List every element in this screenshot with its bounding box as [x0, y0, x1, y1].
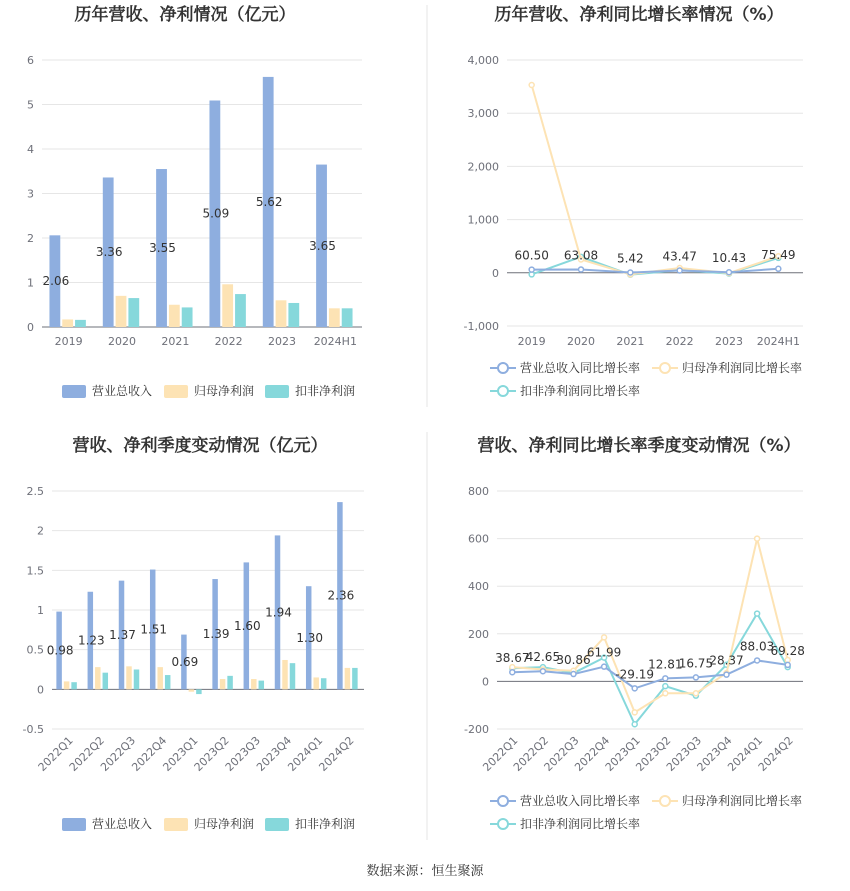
legend-item-1[interactable] — [62, 816, 152, 831]
y-tick-label: 800 — [468, 485, 489, 498]
y-tick-label: 0 — [492, 266, 499, 280]
bar-3-7 — [259, 681, 264, 690]
bar-data-label: 5.09 — [202, 206, 230, 221]
bar-2-6 — [329, 308, 340, 327]
y-tick-label: 600 — [468, 532, 489, 546]
point-3-6 — [663, 684, 668, 689]
bar-2-5 — [276, 300, 287, 327]
legend-swatch — [265, 385, 289, 398]
bar-3-3 — [182, 307, 193, 327]
legend-marker — [498, 386, 508, 396]
x-tick-label: 2023 — [715, 334, 743, 348]
point-data-label: 69.28 — [770, 643, 805, 658]
y-tick-label: 0.5 — [26, 643, 44, 657]
bar-3-2 — [103, 673, 108, 690]
legend-item-3[interactable] — [490, 816, 640, 831]
bar-2-2 — [95, 667, 100, 689]
legend-item-1[interactable] — [490, 360, 640, 375]
y-tick-label: 3 — [27, 187, 34, 201]
legend-label: 扣非净利润 — [295, 384, 356, 398]
bar-2-7 — [251, 679, 256, 689]
point-data-label: 5.42 — [616, 251, 644, 266]
point-data-label: 63.08 — [563, 248, 599, 263]
bar-data-label: 1.60 — [233, 618, 261, 633]
point-1-5 — [727, 270, 732, 275]
legend-marker — [660, 363, 670, 373]
x-tick-label: 2023Q2 — [191, 733, 232, 774]
bar-3-6 — [342, 308, 353, 327]
point-1-4 — [677, 268, 682, 273]
bar-data-label: 1.94 — [265, 605, 292, 620]
y-tick-label: 400 — [468, 580, 489, 594]
point-data-label: 12.81 — [648, 657, 683, 672]
legend-item-2[interactable] — [652, 360, 802, 375]
legend-swatch — [164, 385, 188, 398]
bar-2-1 — [62, 319, 73, 327]
x-tick-label: 2021 — [161, 335, 190, 348]
bar-data-label: 0.98 — [46, 643, 74, 658]
x-tick-label: 2022Q1 — [480, 733, 521, 774]
point-1-7 — [693, 675, 698, 680]
point-1-6 — [663, 676, 668, 681]
legend-item-2[interactable] — [164, 816, 254, 831]
x-tick-label: 2023Q3 — [663, 733, 705, 774]
y-tick-label: 6 — [27, 54, 34, 67]
chart-3 — [23, 435, 364, 831]
point-2-7 — [693, 691, 698, 696]
bar-2-8 — [282, 660, 287, 689]
bar-3-6 — [227, 676, 232, 689]
legend-label: 扣非净利润同比增长率 — [520, 817, 641, 831]
bar-data-label: 5.62 — [255, 194, 283, 209]
legend-label: 营业总收入同比增长率 — [520, 361, 641, 375]
point-1-5 — [632, 686, 637, 691]
legend-item-3[interactable] — [265, 383, 355, 398]
point-2-1 — [529, 83, 534, 88]
legend-label: 营业总收入 — [92, 384, 153, 398]
bar-data-label: 2.06 — [42, 274, 70, 289]
point-data-label: 88.03 — [739, 639, 775, 654]
point-1-1 — [529, 267, 534, 272]
point-1-2 — [579, 267, 584, 272]
point-1-3 — [628, 270, 633, 275]
bar-data-label: 1.23 — [77, 633, 105, 648]
bar-data-label: 1.39 — [202, 627, 230, 642]
point-1-8 — [724, 672, 729, 677]
y-tick-label: 4,000 — [467, 54, 499, 67]
x-tick-label: 2023Q3 — [222, 733, 263, 774]
y-tick-label: 2 — [37, 524, 44, 538]
y-tick-label: -0.5 — [22, 723, 44, 736]
y-tick-label: 5 — [27, 98, 34, 112]
point-1-6 — [776, 266, 781, 271]
y-tick-label: 2,000 — [467, 160, 499, 174]
chart-title: 历年营收、净利同比增长率情况（%） — [494, 5, 784, 25]
point-1-9 — [755, 658, 760, 663]
legend-swatch — [62, 818, 86, 831]
chart-title: 营收、净利季度变动情况（亿元） — [72, 436, 328, 456]
y-tick-label: 2 — [27, 232, 34, 245]
y-tick-label: 2.5 — [26, 485, 44, 498]
x-tick-label: 2023Q2 — [633, 733, 674, 774]
y-tick-label: 0 — [37, 683, 44, 697]
bar-data-label: 0.69 — [171, 654, 199, 669]
bar-data-label: 2.36 — [327, 588, 355, 603]
bar-2-5 — [189, 689, 194, 691]
chart-title: 营收、净利同比增长率季度变动情况（%） — [477, 436, 801, 456]
y-tick-label: 3,000 — [467, 107, 499, 121]
legend-item-3[interactable] — [265, 816, 355, 831]
bar-3-4 — [165, 675, 170, 689]
chart-2 — [464, 4, 803, 398]
legend-label: 营业总收入同比增长率 — [520, 794, 641, 808]
legend-item-1[interactable] — [62, 383, 152, 398]
bar-2-4 — [222, 284, 233, 327]
y-tick-label: 0 — [27, 321, 34, 334]
bar-3-2 — [128, 298, 139, 327]
bar-3-1 — [71, 682, 76, 689]
bar-2-10 — [345, 668, 350, 689]
legend-label: 归母净利润同比增长率 — [682, 361, 803, 375]
point-data-label: 30.86 — [556, 653, 591, 668]
x-tick-label: 2024H1 — [756, 334, 800, 348]
legend-item-3[interactable] — [490, 383, 640, 398]
bar-data-label: 1.51 — [140, 622, 168, 637]
bar-2-4 — [157, 667, 162, 689]
point-2-9 — [755, 536, 760, 541]
legend-marker — [498, 819, 508, 829]
point-data-label: 42.65 — [525, 650, 561, 665]
legend-swatch — [164, 818, 188, 831]
legend-label: 归母净利润 — [194, 384, 255, 398]
point-3-9 — [755, 611, 760, 616]
point-data-label: 43.47 — [662, 249, 697, 264]
bar-2-1 — [64, 681, 69, 689]
x-tick-label: 2020 — [108, 335, 136, 348]
x-tick-label: 2023Q4 — [254, 733, 295, 774]
bar-data-label: 1.30 — [296, 630, 324, 645]
chart-1 — [27, 4, 362, 398]
point-1-10 — [785, 662, 790, 667]
x-tick-label: 2021 — [616, 334, 645, 348]
x-tick-label: 2022Q3 — [541, 733, 582, 774]
point-data-label: 16.75 — [678, 656, 714, 671]
point-data-label: -29.19 — [615, 667, 655, 682]
bar-2-6 — [220, 679, 225, 689]
x-tick-label: 2019 — [54, 335, 83, 348]
bar-3-5 — [196, 689, 201, 694]
x-tick-label: 2020 — [567, 334, 595, 348]
legend-swatch — [265, 818, 289, 831]
point-3-5 — [632, 722, 637, 727]
point-data-label: 10.43 — [711, 251, 747, 266]
x-tick-label: 2022 — [214, 335, 243, 348]
y-tick-label: 1.5 — [26, 564, 44, 578]
bar-data-label: 3.36 — [95, 245, 123, 260]
bar-data-label: 3.65 — [309, 238, 336, 253]
bar-2-2 — [116, 296, 127, 327]
bar-3-8 — [290, 663, 295, 689]
chart-title: 历年营收、净利情况（亿元） — [74, 5, 296, 25]
bar-2-3 — [126, 666, 131, 689]
chart-4 — [464, 435, 805, 831]
bar-3-9 — [321, 678, 326, 689]
y-tick-label: 4 — [27, 143, 34, 156]
y-tick-label: -200 — [464, 723, 489, 736]
legend-label: 营业总收入 — [92, 817, 153, 831]
legend-swatch — [62, 385, 86, 398]
x-tick-label: 2019 — [517, 334, 546, 348]
data-source-note: 数据来源：恒生聚源 — [366, 864, 484, 879]
bar-3-5 — [288, 303, 299, 327]
y-tick-label: 1 — [27, 276, 34, 290]
legend-marker — [660, 796, 670, 806]
bar-data-label: 1.37 — [109, 627, 136, 642]
bar-2-3 — [169, 305, 180, 327]
bar-3-10 — [352, 668, 357, 689]
bar-3-3 — [134, 670, 139, 690]
x-tick-label: 2023Q1 — [602, 733, 643, 774]
point-1-3 — [571, 672, 576, 677]
bar-data-label: 3.55 — [149, 241, 176, 256]
point-2-5 — [632, 710, 637, 715]
y-tick-label: 200 — [468, 627, 489, 641]
legend-item-1[interactable] — [490, 793, 640, 808]
legend-label: 归母净利润同比增长率 — [682, 794, 803, 808]
x-tick-label: 2023Q4 — [694, 733, 735, 774]
point-data-label: 75.49 — [761, 247, 796, 262]
series-line-2 — [512, 539, 787, 713]
point-1-1 — [510, 670, 515, 675]
legend-item-2[interactable] — [652, 793, 802, 808]
point-data-label: 38.67 — [495, 651, 530, 666]
point-data-label: 28.37 — [709, 653, 744, 668]
bar-2-9 — [313, 677, 318, 689]
bar-3-4 — [235, 294, 246, 327]
x-tick-label: 2024Q2 — [755, 733, 796, 774]
x-tick-label: 2024Q1 — [725, 733, 766, 774]
x-tick-label: 2023Q1 — [160, 733, 201, 774]
point-data-label: 60.50 — [514, 248, 549, 263]
point-1-2 — [540, 669, 545, 674]
y-tick-label: -1,000 — [463, 320, 499, 333]
legend-item-2[interactable] — [164, 383, 254, 398]
y-tick-label: 1,000 — [467, 213, 499, 227]
x-tick-label: 2022Q1 — [35, 733, 76, 774]
legend-label: 扣非净利润同比增长率 — [520, 384, 641, 398]
x-tick-label: 2022Q2 — [66, 733, 107, 774]
point-2-6 — [663, 691, 668, 696]
x-tick-label: 2022Q4 — [129, 733, 170, 774]
x-tick-label: 2022Q3 — [98, 733, 139, 774]
x-tick-label: 2024H1 — [313, 335, 357, 348]
x-tick-label: 2022 — [665, 334, 694, 348]
legend-marker — [498, 363, 508, 373]
bar-3-1 — [75, 320, 86, 327]
y-tick-label: 0 — [482, 675, 489, 689]
x-tick-label: 2024Q2 — [316, 733, 357, 774]
x-tick-label: 2022Q2 — [510, 733, 552, 774]
legend-marker — [498, 796, 508, 806]
point-data-label: 61.99 — [586, 645, 622, 660]
point-2-1 — [510, 665, 515, 670]
x-tick-label: 2024Q1 — [285, 733, 326, 774]
legend-label: 扣非净利润 — [295, 817, 356, 831]
y-tick-label: 1 — [37, 604, 44, 617]
legend-label: 归母净利润 — [194, 817, 255, 831]
point-2-4 — [602, 635, 607, 640]
point-1-4 — [602, 664, 607, 669]
x-tick-label: 2023 — [268, 335, 296, 348]
x-tick-label: 2022Q4 — [572, 733, 613, 774]
